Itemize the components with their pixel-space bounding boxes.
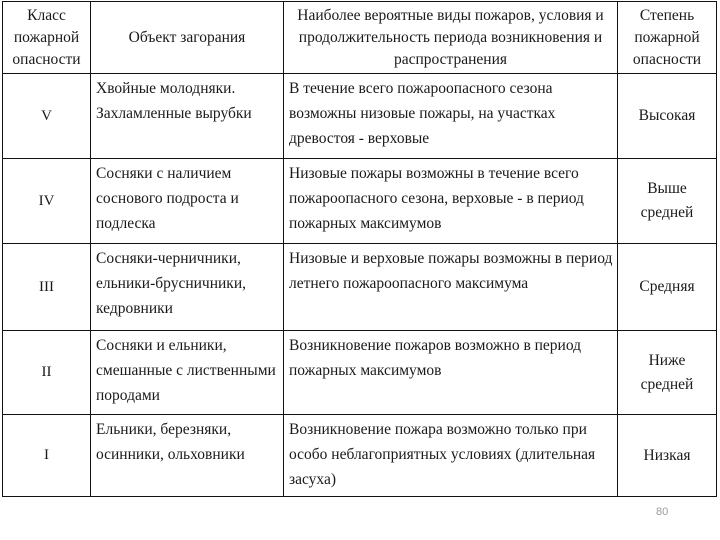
header-row <box>3 2 717 74</box>
cell-fires: Низовые и верховые пожары возможны в период летнего пожароопасного максимума <box>284 244 618 331</box>
cell-object: Сосняки с наличием соснового подроста и подлеска <box>91 159 284 244</box>
cell-fires: В течение всего пожароопасного сезона возможны низовые пожары, на участках древостоя - верховые <box>284 74 618 159</box>
cell-fires: Возникновение пожаров возможно в период пожарных максимумов <box>284 331 618 415</box>
header-object: Объект загорания <box>91 2 284 74</box>
table-row <box>3 74 717 159</box>
cell-fires: Низовые пожары возможны в течение всего пожароопасного сезона, верховые - в период пожарных максимумов <box>284 159 618 244</box>
header-degree: Степень пожарной опасности <box>618 2 717 74</box>
header-class: Класс пожарной опасности <box>3 2 91 74</box>
cell-degree: Выше средней <box>618 159 717 244</box>
cell-class: V <box>3 74 91 159</box>
table-row <box>3 331 717 415</box>
cell-fires: Возникновение пожара возможно только при особо неблагоприятных условиях (длительная засуха) <box>284 415 618 497</box>
cell-class: I <box>3 415 91 497</box>
cell-degree: Ниже средней <box>618 331 717 415</box>
cell-class: III <box>3 244 91 331</box>
header-fires: Наиболее вероятные виды пожаров, условия и продолжительность периода возникновения и распространения <box>284 2 618 74</box>
cell-degree: Средняя <box>618 244 717 331</box>
table-row <box>3 159 717 244</box>
table-row <box>3 415 717 497</box>
fire-danger-table <box>2 1 717 497</box>
cell-degree: Высокая <box>618 74 717 159</box>
cell-object: Сосняки и ельники, смешанные с лиственными породами <box>91 331 284 415</box>
cell-class: II <box>3 331 91 415</box>
cell-object: Хвойные молодняки. Захламленные вырубки <box>91 74 284 159</box>
table-row <box>3 244 717 331</box>
cell-degree: Низкая <box>618 415 717 497</box>
cell-object: Сосняки-черничники, ельники-брусничники, кедровники <box>91 244 284 331</box>
cell-object: Ельники, березняки, осинники, ольховники <box>91 415 284 497</box>
cell-class: IV <box>3 159 91 244</box>
page-number: 80 <box>656 506 669 518</box>
